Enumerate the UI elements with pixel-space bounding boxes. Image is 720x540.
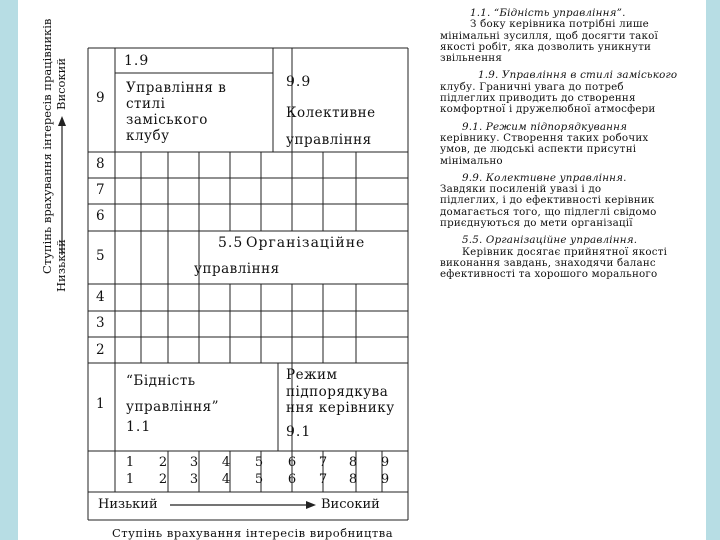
y-tick: 5 <box>96 248 105 264</box>
x-tick: 4 4 <box>221 455 231 487</box>
style-5-5-name: Організаційне <box>246 235 366 251</box>
note-1-9: 1.9. Управління в стилі заміського клубу. Граничні увага до потреб підлеглих приводить до створення комфортної і дружелюбної атмосфери <box>440 69 678 116</box>
style-9-1-name: Режим підпорядкува ння керівнику <box>286 367 395 416</box>
y-tick: 3 <box>96 315 105 331</box>
y-axis-low-label: Низький <box>54 239 68 292</box>
x-axis-arrow-head <box>306 501 316 509</box>
style-1-1-code: 1.1 <box>126 419 152 435</box>
y-axis-arrow-head <box>58 116 66 126</box>
y-tick: 7 <box>96 182 105 198</box>
x-tick: 6 6 <box>287 455 297 487</box>
y-tick: 9 <box>96 90 105 106</box>
y-tick: 6 <box>96 208 105 224</box>
style-5-5-code: 5.5 <box>218 235 244 251</box>
style-5-5-name-line2: управління <box>194 261 280 277</box>
x-tick: 8 8 <box>348 455 358 487</box>
notes-panel <box>440 8 706 287</box>
x-tick: 2 2 <box>158 455 168 487</box>
y-tick: 1 <box>96 396 105 412</box>
x-tick: 9 9 <box>380 455 390 487</box>
style-1-9-name: Управління в стилі заміського клубу <box>126 80 227 144</box>
y-tick: 4 <box>96 289 105 305</box>
style-9-9-name: Колективне управління <box>286 105 376 148</box>
note-9-1: 9.1. Режим підпорядкування керівнику. Створення таких робочих умов, де людські аспекти присутні мінімально <box>440 120 649 167</box>
x-axis-low-label: Низький <box>98 497 158 512</box>
x-axis-high-label: Високий <box>321 497 380 512</box>
note-1-1: 1.1. “Бідність управління”. З боку керівника потрібні лише мінімальні зусилля, щоб досягти такої якості робіт, яка дозволить уникнути звільнення <box>440 7 659 65</box>
note-5-5: 5.5. Організаційне управління. Керівник досягає прийнятної якості виконання завдань, знаходячи баланс ефективності та хорошого морального <box>440 234 668 281</box>
y-tick: 2 <box>96 342 105 358</box>
x-tick: 1 1 <box>125 455 135 487</box>
y-axis-high-label: Високий <box>54 58 68 110</box>
y-tick: 8 <box>96 156 105 172</box>
x-tick: 5 5 <box>254 455 264 487</box>
style-1-1-name: “Бідність управління” <box>126 373 220 415</box>
slide <box>18 0 706 540</box>
note-9-9: 9.9. Колективне управління. Завдяки посиленій увазі і до підлеглих, і до ефективності керівник домагається того, що підлеглі свідомо приєднуються до мети організації <box>440 171 657 230</box>
x-axis-label: Ступінь врахування інтересів виробництва <box>112 526 394 540</box>
style-1-9-code: 1.9 <box>124 53 150 69</box>
x-tick: 3 3 <box>189 455 199 487</box>
style-9-1-code: 9.1 <box>286 424 312 440</box>
style-9-9-code: 9.9 <box>286 74 312 90</box>
x-tick: 7 7 <box>318 455 328 487</box>
y-axis-label: Ступінь врахування інтересів працівників <box>40 18 54 274</box>
